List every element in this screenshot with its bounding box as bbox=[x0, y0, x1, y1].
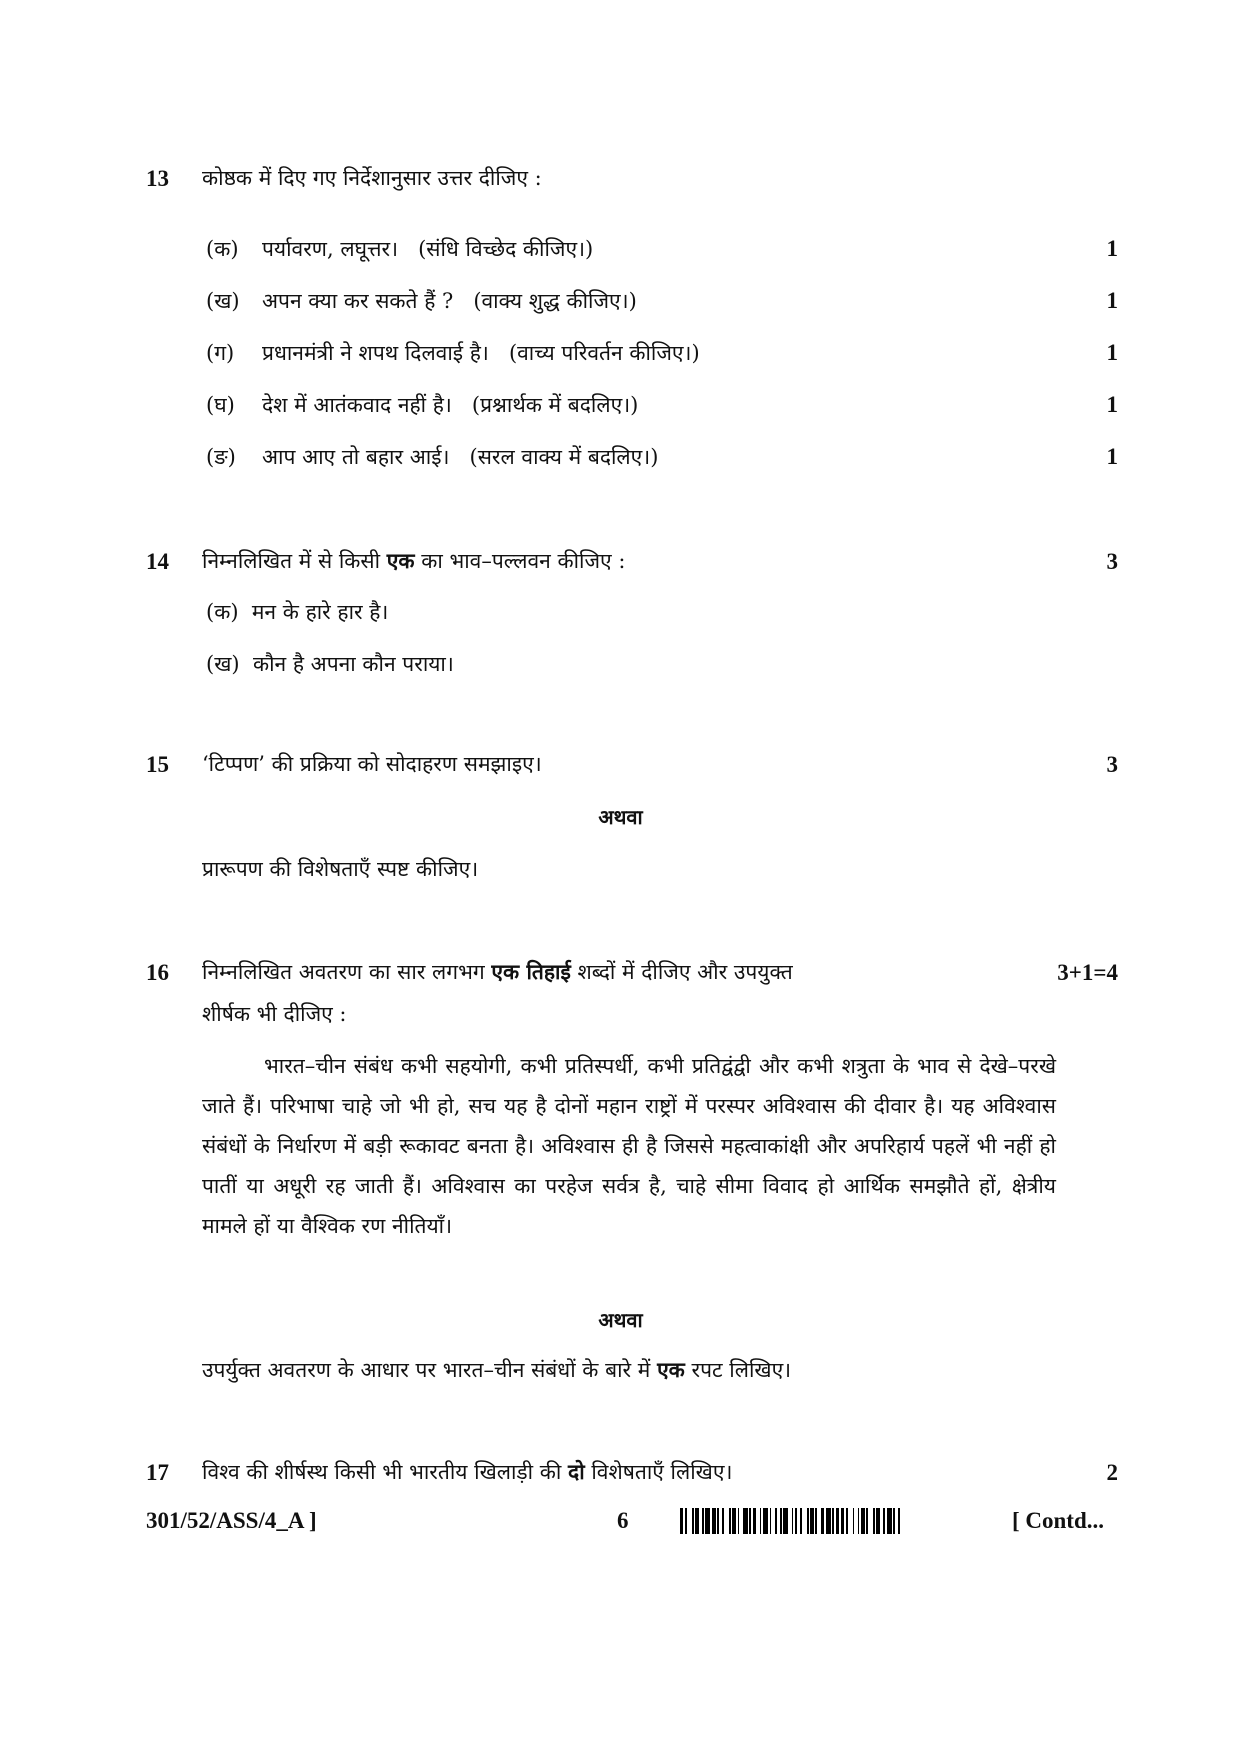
q13-item-a-label: (क) bbox=[206, 237, 239, 261]
barcode-bar bbox=[900, 1508, 903, 1534]
question-15-or: अथवा bbox=[598, 805, 643, 829]
question-15-number: 15 bbox=[146, 752, 169, 777]
q13-item-c-instruction: (वाच्य परिवर्तन कीजिए।) bbox=[508, 341, 700, 365]
question-16-or: अथवा bbox=[598, 1308, 643, 1332]
q14-item-a: (क) मन के हारे हार है। bbox=[206, 600, 389, 624]
q13-item-c-marks: 1 bbox=[1106, 340, 1118, 365]
q13-item-b-instruction: (वाक्य शुद्ध कीजिए।) bbox=[473, 289, 637, 313]
question-15-prompt: ‘टिप्पण’ की प्रक्रिया को सोदाहरण समझाइए। bbox=[202, 752, 542, 776]
q13-item-b-text: अपन क्या कर सकते हैं ? (वाक्य शुद्ध कीजिए।) bbox=[262, 289, 637, 313]
q13-item-d-marks: 1 bbox=[1106, 392, 1118, 417]
q13-item-d-label: (घ) bbox=[206, 393, 235, 417]
question-17-prompt: विश्व की शीर्षस्थ किसी भी भारतीय खिलाड़ी की दो विशेषताएँ लिखिए। bbox=[202, 1459, 733, 1484]
q13-item-e-label: (ङ) bbox=[206, 445, 236, 469]
q13-item-d-text: देश में आतंकवाद नहीं है। (प्रश्नार्थक में बदलिए।) bbox=[262, 393, 639, 417]
question-14-prompt: निम्नलिखित में से किसी एक का भाव–पल्लवन कीजिए : bbox=[202, 548, 626, 573]
q13-item-c-label: (ग) bbox=[206, 341, 235, 365]
q13-item-e-text: आप आए तो बहार आई। (सरल वाक्य में बदलिए।) bbox=[262, 445, 659, 469]
q13-item-e-instruction: (सरल वाक्य में बदलिए।) bbox=[469, 445, 659, 469]
question-16-passage: भारत–चीन संबंध कभी सहयोगी, कभी प्रतिस्पर्धी, कभी प्रतिद्वंद्वी और कभी शत्रुता के भाव से देखे–परखे जाते हैं। परिभाषा चाहे जो भी हो, सच यह है दोनों महान राष्ट्रों में परस्पर अविश्वास की दीवार है। यह अविश्वास संबंधों के निर्धारण में बड़ी रूकावट बनता है। अविश्वास ही है जिससे महत्वाकांक्षी और अपरिहार्य पहलें भी नहीं हो पातीं या अधूरी रह जाती हैं। अविश्वास का परहेज सर्वत्र है, चाहे सीमा विवाद हो आर्थिक समझौते हों, क्षेत्रीय मामले हों या वैश्विक रण नीतियाँ। bbox=[202, 1054, 1056, 1238]
barcode-image bbox=[680, 1508, 985, 1534]
q14-item-b: (ख) कौन है अपना कौन पराया। bbox=[206, 652, 454, 676]
q13-item-c-text: प्रधानमंत्री ने शपथ दिलवाई है। (वाच्य परिवर्तन कीजिए।) bbox=[262, 341, 700, 365]
question-15-alternative: प्रारूपण की विशेषताएँ स्पष्ट कीजिए। bbox=[202, 857, 479, 881]
question-16-prompt: निम्नलिखित अवतरण का सार लगभग एक तिहाई शब्दों में दीजिए और उपयुक्त bbox=[202, 959, 793, 984]
q13-item-b-label: (ख) bbox=[206, 289, 240, 313]
q13-item-e-marks: 1 bbox=[1106, 444, 1118, 469]
question-14-number: 14 bbox=[146, 549, 169, 574]
question-13-number: 13 bbox=[146, 166, 169, 191]
q13-item-a-text: पर्यावरण, लघूत्तर। (संधि विच्छेद कीजिए।) bbox=[262, 237, 594, 261]
q13-item-b-marks: 1 bbox=[1106, 288, 1118, 313]
footer-page-number: 6 bbox=[617, 1508, 629, 1533]
question-16-number: 16 bbox=[146, 960, 169, 985]
footer-contd: [ Contd... bbox=[1012, 1508, 1105, 1533]
q13-item-d-instruction: (प्रश्नार्थक में बदलिए।) bbox=[471, 393, 639, 417]
question-16-marks: 3+1=4 bbox=[1057, 960, 1118, 985]
footer-paper-code: 301/52/ASS/4_A ] bbox=[146, 1508, 317, 1533]
question-15-marks: 3 bbox=[1106, 752, 1118, 777]
question-16-prompt-line2: शीर्षक भी दीजिए : bbox=[202, 1002, 347, 1026]
question-16-alternative: उपर्युक्त अवतरण के आधार पर भारत–चीन संबंधों के बारे में एक रपट लिखिए। bbox=[202, 1357, 792, 1382]
question-13-prompt: कोष्ठक में दिए गए निर्देशानुसार उत्तर दीजिए : bbox=[202, 166, 542, 190]
question-14-marks: 3 bbox=[1106, 549, 1118, 574]
question-17-number: 17 bbox=[146, 1460, 169, 1485]
q13-item-a-instruction: (संधि विच्छेद कीजिए।) bbox=[418, 237, 594, 261]
question-17-marks: 2 bbox=[1106, 1460, 1118, 1485]
q13-item-a-marks: 1 bbox=[1106, 236, 1118, 261]
